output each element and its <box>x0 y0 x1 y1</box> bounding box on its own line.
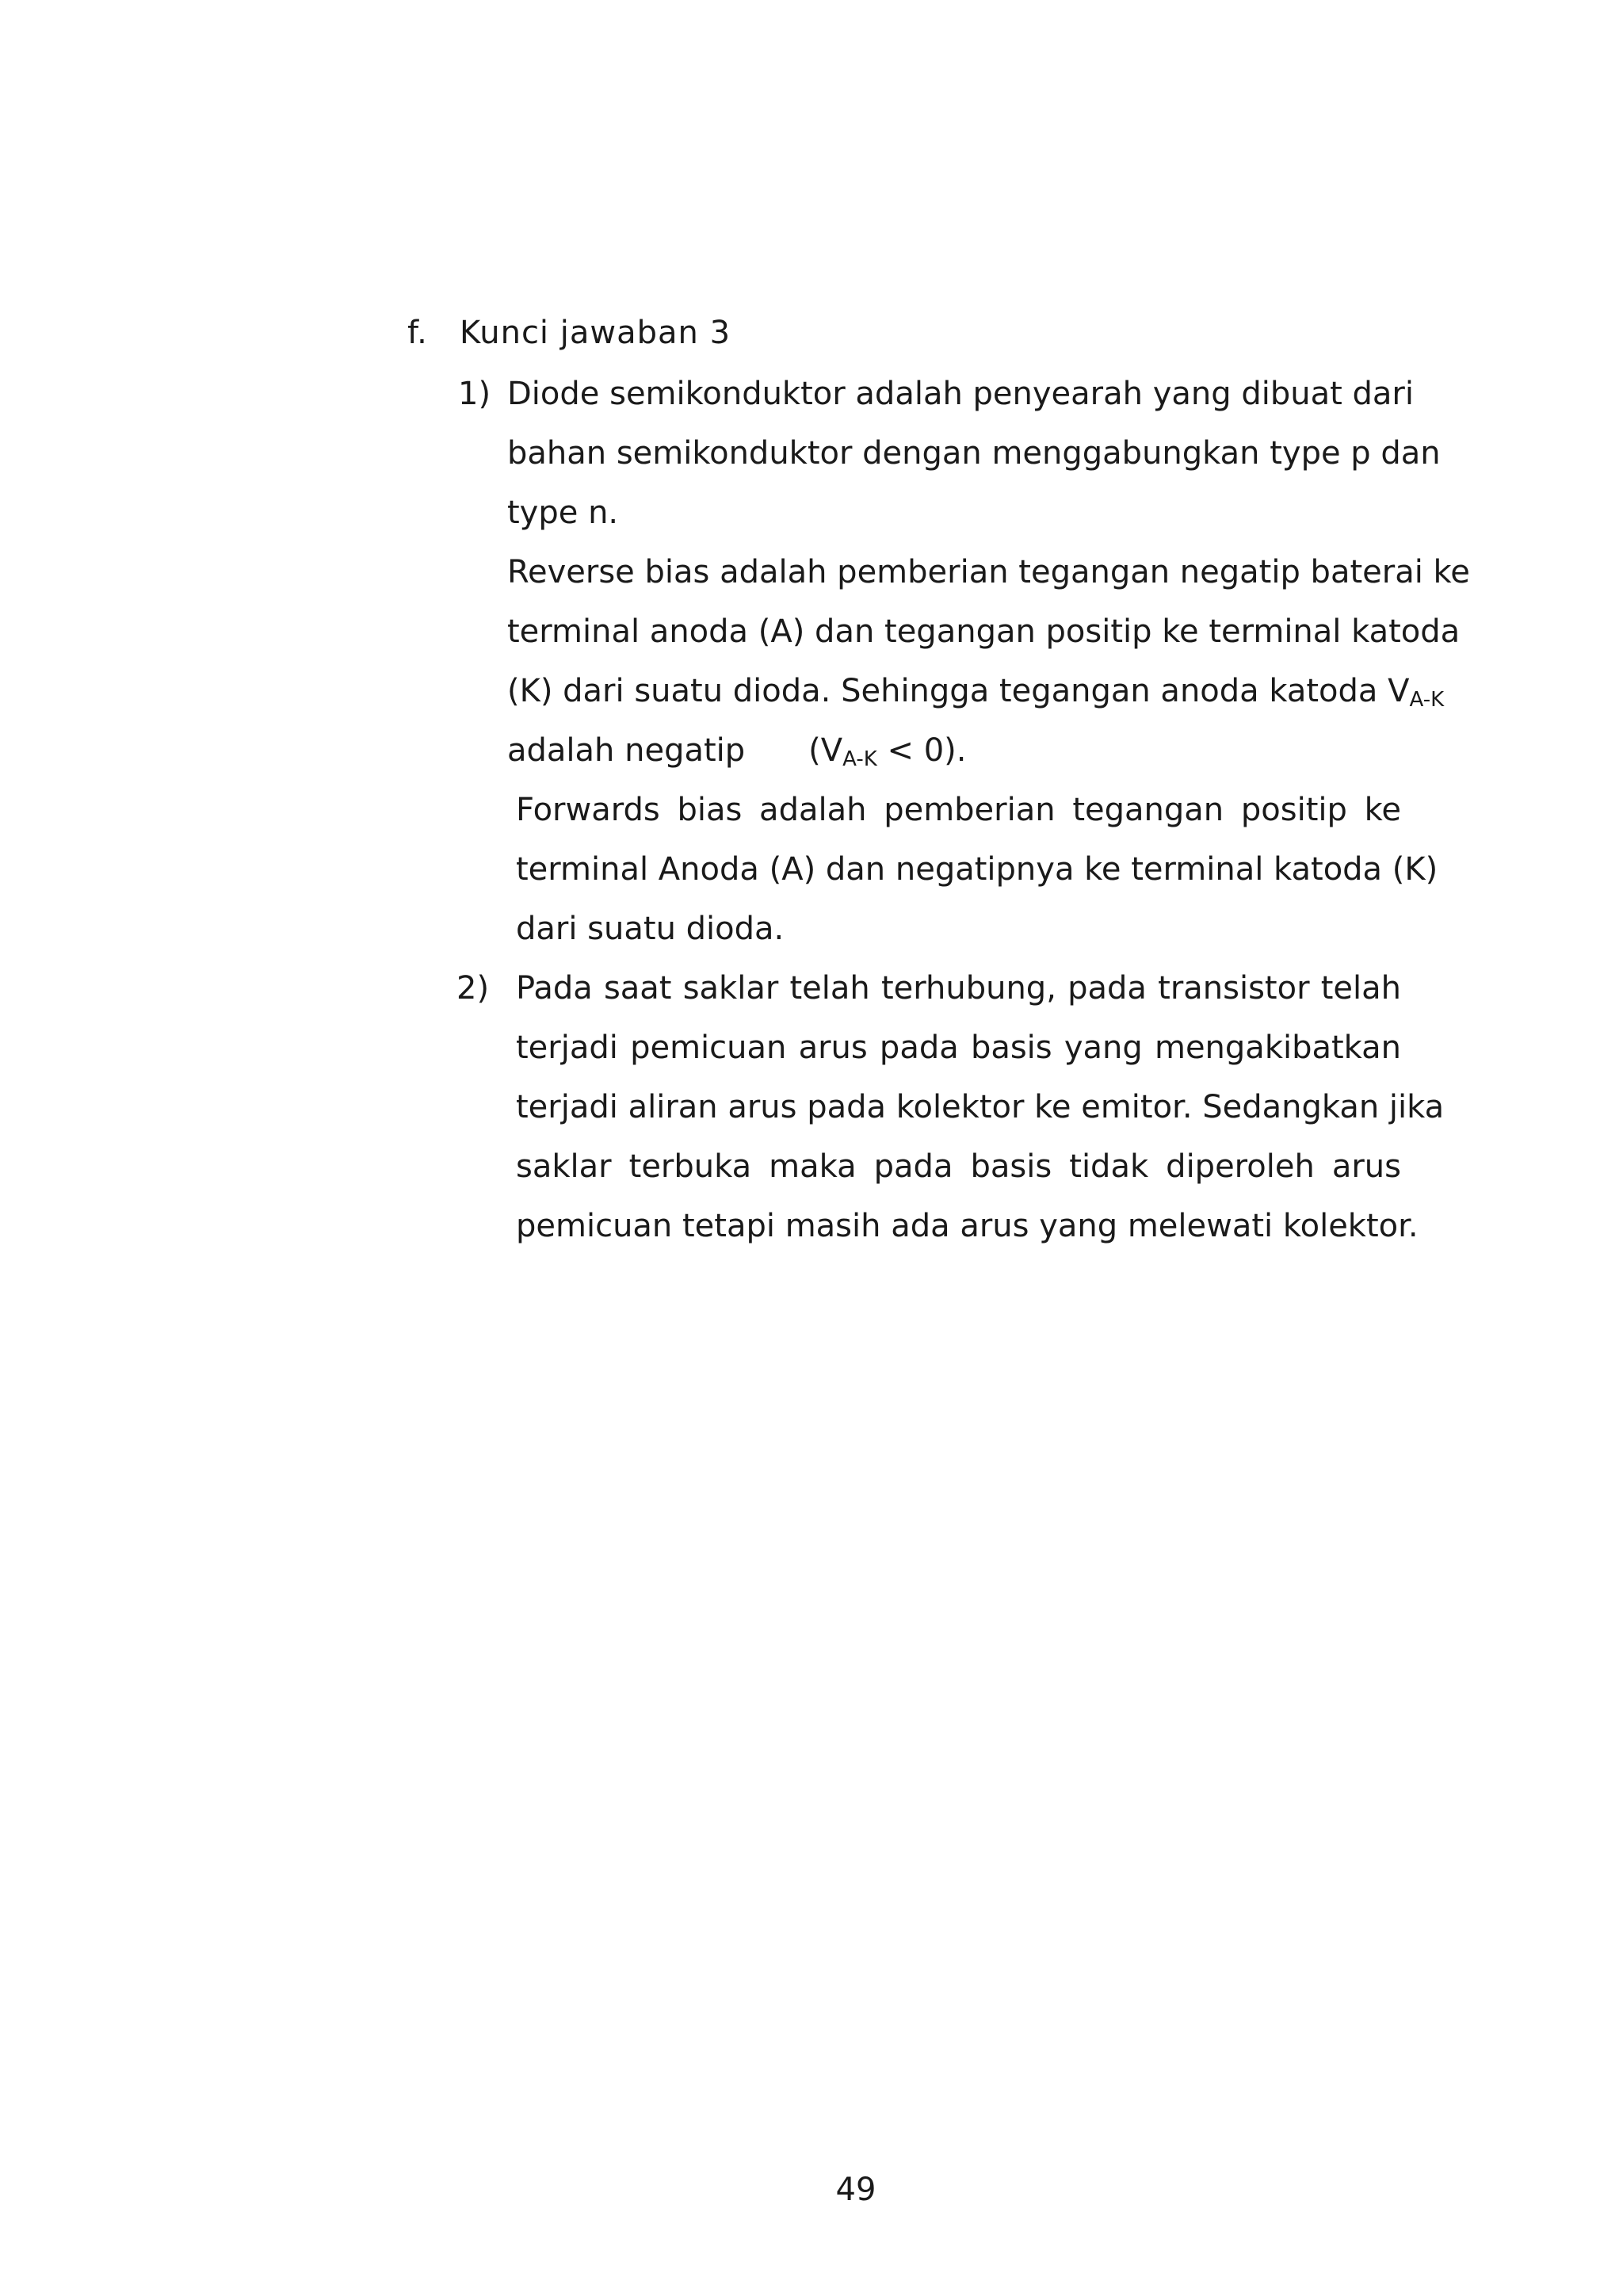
item-2-paragraph-transistor <box>516 959 1445 1256</box>
subscript-a-k: A-K <box>1409 688 1445 712</box>
text-line: Pada saat saklar telah terhubung, pada transistor telah <box>516 970 1401 1007</box>
text-line: bahan semikonduktor dengan menggabungkan type p dan <box>507 435 1441 472</box>
text-line-with-subscript <box>507 721 1401 781</box>
text-line: saklar terbuka maka pada basis tidak diperoleh arus <box>516 1148 1401 1185</box>
text-line: pemicuan tetapi masih ada arus yang melewati kolektor. <box>516 1208 1419 1244</box>
text-segment: (K) dari suatu dioda. Sehingga tegangan anoda katoda V <box>507 673 1410 709</box>
item-1-paragraph-forward-bias <box>516 781 1438 959</box>
item-number: 1) <box>458 376 491 412</box>
text-line: Diode semikonduktor adalah penyearah yang dibuat dari <box>507 376 1414 412</box>
section-heading <box>407 311 731 355</box>
item-1-paragraph-diode <box>507 365 1441 543</box>
section-title: Kunci jawaban 3 <box>460 315 731 351</box>
item-number: 2) <box>456 970 490 1007</box>
text-line: Forwards bias adalah pemberian tegangan positip ke <box>516 792 1401 828</box>
text-line: Reverse bias adalah pemberian tegangan negatip baterai ke <box>507 554 1470 590</box>
subscript-a-k: A-K <box>842 747 877 771</box>
text-line: terjadi aliran arus pada kolektor ke emitor. Sedangkan jika <box>516 1089 1445 1125</box>
section-marker: f. <box>407 315 428 351</box>
text-line: terminal Anoda (A) dan negatipnya ke terminal katoda (K) <box>516 851 1438 888</box>
page-number: 49 <box>835 2172 876 2208</box>
item-1-paragraph-reverse-bias <box>507 543 1470 781</box>
text-segment: (V <box>808 732 843 769</box>
text-segment: adalah negatip <box>507 732 746 769</box>
text-line: dari suatu dioda. <box>516 911 785 947</box>
text-segment: < 0). <box>876 732 967 769</box>
text-line: terjadi pemicuan arus pada basis yang mengakibatkan <box>516 1030 1401 1066</box>
text-line-with-subscript <box>507 662 1445 721</box>
text-line: type n. <box>507 495 619 531</box>
text-line: terminal anoda (A) dan tegangan positip ke terminal katoda <box>507 613 1461 650</box>
